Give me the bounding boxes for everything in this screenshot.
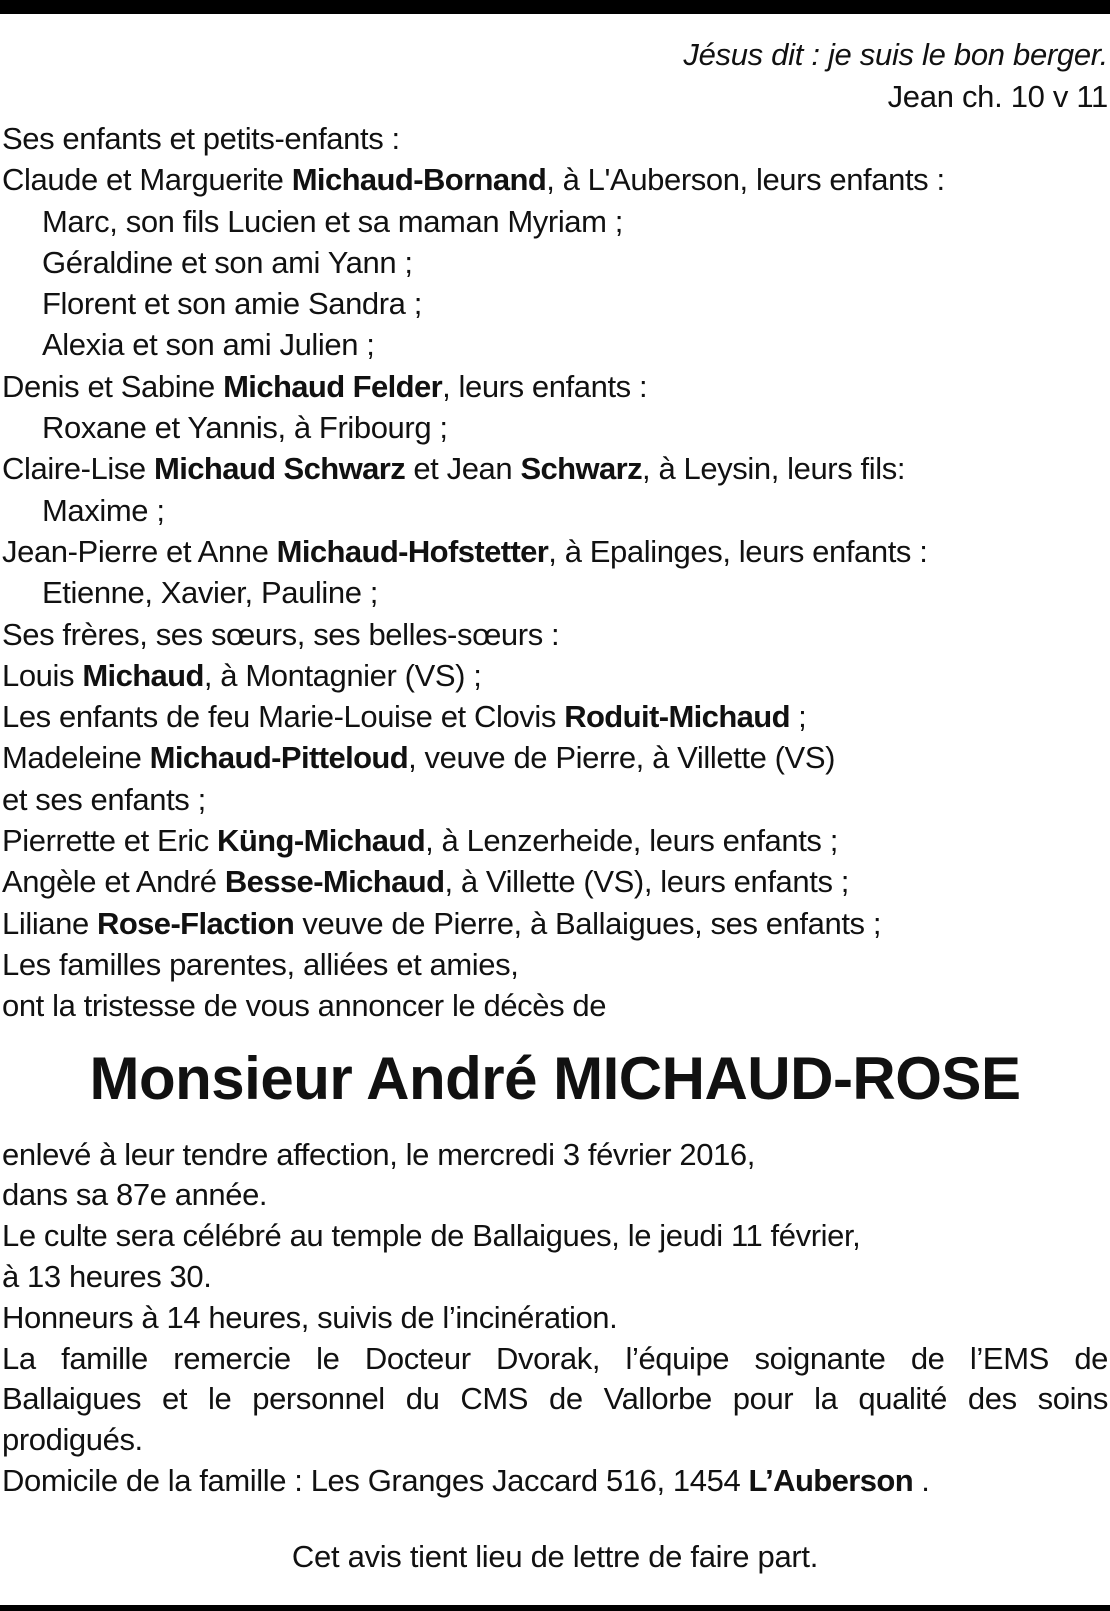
- family-text: , veuve de Pierre, à Villette (VS): [408, 740, 836, 776]
- obituary-notice: [0, 34, 1110, 1577]
- family-text: veuve de Pierre, à Ballaigues, ses enfants ;: [294, 905, 882, 941]
- domicile-line: [2, 1461, 1108, 1502]
- family-line: [2, 696, 1108, 737]
- detail-line: enlevé à leur tendre affection, le mercredi 3 février 2016,: [2, 1136, 755, 1172]
- bottom-border-rule: [0, 1605, 1110, 1611]
- domicile-text: Domicile de la famille : Les Granges Jaccard 516, 1454: [2, 1462, 749, 1498]
- thanks-line: La famille remercie le Docteur Dvorak, l’équipe soignante de l’EMS de: [2, 1340, 1108, 1376]
- family-list: [2, 118, 1108, 1027]
- detail-line: dans sa 87e année.: [2, 1177, 268, 1213]
- family-line: [2, 283, 1108, 324]
- family-text: Claire-Lise: [2, 451, 154, 487]
- family-text: ont la tristesse de vous annoncer le décès de: [2, 988, 607, 1024]
- family-text: Maxime ;: [42, 492, 165, 528]
- detail-line: à 13 heures 30.: [2, 1258, 212, 1294]
- family-text: Jean-Pierre et Anne: [2, 533, 277, 569]
- family-surname: Michaud Schwarz: [153, 451, 406, 487]
- family-text: , à L'Auberson, leurs enfants :: [546, 162, 945, 198]
- family-line: [2, 448, 1108, 489]
- family-text: Alexia et son ami Julien ;: [42, 327, 375, 363]
- family-text: Claude et Marguerite: [2, 162, 292, 198]
- family-surname: Roduit-Michaud: [564, 699, 790, 735]
- domicile-place: L’Auberson: [748, 1462, 914, 1498]
- family-text: et Jean: [405, 451, 521, 487]
- family-line: [2, 490, 1108, 531]
- family-text: Marc, son fils Lucien et sa maman Myriam ;: [42, 203, 623, 239]
- thanks-line: Ballaigues et le personnel du CMS de Vallorbe pour la qualité des soins: [2, 1381, 1108, 1417]
- family-text: Géraldine et son ami Yann ;: [42, 244, 413, 280]
- family-text: Liliane: [2, 905, 98, 941]
- family-text: , à Villette (VS), leurs enfants ;: [444, 864, 849, 900]
- family-text: Ses enfants et petits-enfants :: [2, 121, 400, 156]
- family-text: Louis: [2, 657, 83, 693]
- verse-text: Jésus dit : je suis le bon berger.: [683, 37, 1108, 72]
- family-text: Madeleine: [2, 740, 150, 776]
- family-surname: Küng-Michaud: [217, 823, 426, 859]
- family-text: Angèle et André: [2, 864, 225, 900]
- detail-line: Le culte sera célébré au temple de Ballaigues, le jeudi 11 février,: [2, 1218, 861, 1254]
- family-surname: Michaud-Hofstetter: [276, 533, 549, 569]
- family-text: Pierrette et Eric: [2, 823, 218, 859]
- family-text: Ses frères, ses sœurs, ses belles-sœurs :: [2, 616, 560, 652]
- family-line: [2, 118, 1108, 159]
- family-text: Les familles parentes, alliées et amies,: [2, 946, 519, 982]
- family-line: [2, 531, 1108, 572]
- bible-verse: [2, 34, 1108, 118]
- family-line: [2, 324, 1108, 365]
- family-text: Denis et Sabine: [2, 368, 224, 404]
- family-text: ;: [789, 699, 807, 735]
- family-line: [2, 655, 1108, 696]
- family-surname: Rose-Flaction: [97, 905, 295, 941]
- thanks-line: prodigués.: [2, 1422, 143, 1458]
- detail-line: Honneurs à 14 heures, suivis de l’incinération.: [2, 1299, 618, 1335]
- funeral-details: [2, 1135, 1108, 1502]
- family-text: Etienne, Xavier, Pauline ;: [42, 575, 378, 611]
- family-line: [2, 903, 1108, 944]
- domicile-text: .: [913, 1462, 930, 1498]
- deceased-name: Monsieur André MICHAUD-ROSE: [89, 1044, 1021, 1112]
- closing-note: Cet avis tient lieu de lettre de faire part.: [291, 1538, 819, 1574]
- family-surname: Michaud: [82, 657, 204, 693]
- family-text: et ses enfants ;: [2, 781, 206, 817]
- family-line: [2, 779, 1108, 820]
- family-text: , à Epalinges, leurs enfants :: [548, 533, 928, 569]
- family-text: Roxane et Yannis, à Fribourg ;: [42, 410, 448, 446]
- top-border-rule: [0, 0, 1110, 14]
- family-text: Les enfants de feu Marie-Louise et Clovis: [2, 699, 565, 735]
- family-line: [2, 366, 1108, 407]
- family-text: , leurs enfants :: [442, 368, 648, 404]
- family-surname: Schwarz: [520, 451, 643, 487]
- family-line: [2, 407, 1108, 448]
- family-line: [2, 201, 1108, 242]
- family-text: , à Montagnier (VS) ;: [203, 657, 482, 693]
- family-line: [2, 861, 1108, 902]
- family-surname: Besse-Michaud: [224, 864, 445, 900]
- family-surname: Michaud Felder: [223, 368, 443, 404]
- family-text: , à Lenzerheide, leurs enfants ;: [425, 823, 838, 859]
- verse-reference: Jean ch. 10 v 11: [887, 79, 1108, 114]
- family-line: [2, 985, 1108, 1026]
- family-text: , à Leysin, leurs fils:: [642, 451, 906, 487]
- family-line: [2, 572, 1108, 613]
- family-line: [2, 242, 1108, 283]
- family-surname: Michaud-Pitteloud: [149, 740, 409, 776]
- family-surname: Michaud-Bornand: [291, 162, 547, 198]
- family-line: [2, 737, 1108, 778]
- family-line: [2, 159, 1108, 200]
- family-line: [2, 944, 1108, 985]
- family-line: [2, 820, 1108, 861]
- family-text: Florent et son amie Sandra ;: [42, 286, 422, 322]
- family-line: [2, 614, 1108, 655]
